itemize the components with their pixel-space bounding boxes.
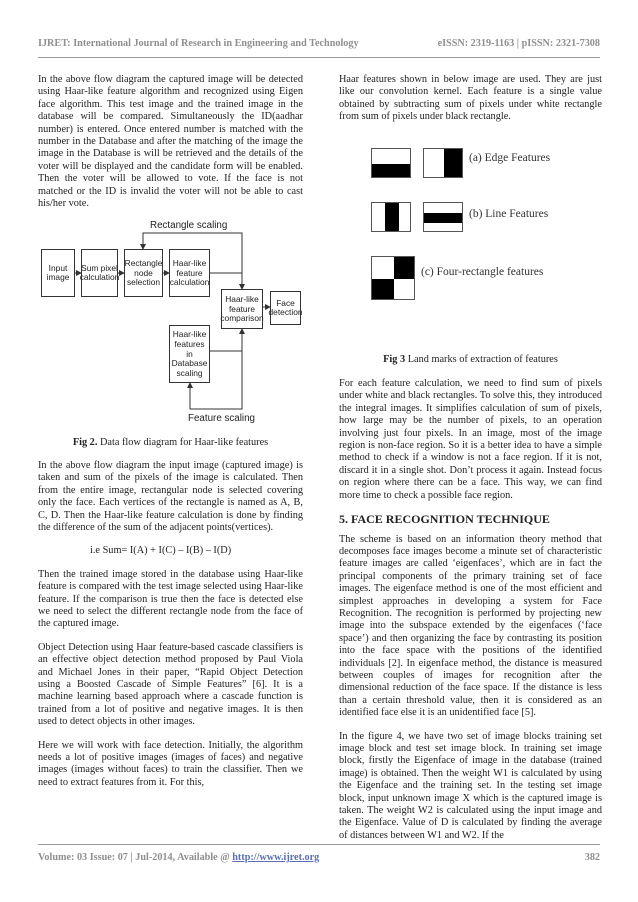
figure-2-flow-diagram — [38, 221, 303, 433]
left-paragraph-5: Here we will work with face detection. Initially, the algorithm needs a lot of positive images (images of faces) and negative images (images without faces) to train the classifier. Then we need to extract features from it. For this, — [38, 739, 303, 788]
edge-feature-vertical — [423, 148, 463, 178]
line-feature-vertical-black — [385, 203, 399, 232]
edge-features-label: (a) Edge Features — [469, 151, 551, 164]
left-paragraph-2: In the above flow diagram the input image (captured image) is taken and sum of the pixels of the image is calculated. Then from the entire image, rectangular node is selected covering only the face. Each vertices of the rectangle is named as A, B, C, D. Then the Haar-like feature calculation is done by finding the difference of the sum of the adjacent points(vertices). — [38, 459, 303, 533]
four-rectangle-black-bottom — [372, 279, 394, 300]
page-number: 382 — [584, 852, 600, 863]
left-paragraph-3: Then the trained image stored in the database using Haar-like feature is compared with the test image selected using Haar-like feature. If the comparison is true then the face is detected else we need to select the different rectangle node from the face of the captured image. — [38, 568, 303, 630]
left-column — [38, 74, 303, 800]
line-feature-vertical — [371, 202, 411, 232]
page-footer — [38, 852, 600, 866]
edge-feature-horizontal — [371, 148, 411, 178]
right-paragraph-1: Haar features shown in below image are used. They are just like our convolution kernel. Each feature is a single value obtained by subtracting sum of pixels under white rectangle from sum of pixels under black rectangle. — [339, 74, 602, 123]
section-heading: 5. FACE RECOGNITION TECHNIQUE — [339, 512, 550, 527]
volume-text: Volume: 03 Issue: 07 | Jul-2014, Available @ — [38, 852, 233, 863]
figure-3-caption — [339, 354, 602, 366]
journal-title: IJRET: International Journal of Research in Engineering and Technology — [38, 38, 359, 49]
issn-info: eISSN: 2319-1163 | pISSN: 2321-7308 — [437, 38, 600, 49]
header-rule — [38, 57, 600, 58]
rectangle-scaling-label: Rectangle scaling — [150, 220, 228, 232]
four-rectangle-label: (c) Four-rectangle features — [421, 265, 544, 278]
left-paragraph-4: Object Detection using Haar feature-based cascade classifiers is an effective object detection method proposed by Paul Viola and Michael Jones in their paper, “Rapid Object Detection using a Boosted Cascade of Simple Features” [6]. It is a machine learning based approach where a cascade function is trained from a lot of positive and negative images. It is then used to detect objects in other images. — [38, 641, 303, 728]
volume-info — [38, 852, 319, 863]
input-image-box: Input image — [41, 249, 75, 297]
journal-link[interactable]: http://www.ijret.org — [232, 852, 320, 863]
figure-3-haar-features — [339, 140, 602, 320]
right-column — [339, 74, 602, 853]
line-features-label: (b) Line Features — [469, 207, 549, 220]
edge-feature-horizontal-black — [372, 164, 411, 178]
figure-2-caption-label: Fig 2. — [72, 437, 98, 449]
line-feature-horizontal-black — [424, 213, 463, 223]
footer-rule — [38, 844, 600, 845]
page-header — [38, 38, 600, 52]
right-paragraph-2: For each feature calculation, we need to find sum of pixels under white and black rectangles. To solve this, they introduced the integral images. It simplifies calculation of sum of pixels, how large may be the number of pixels, to an operation involving just four pixels. In an image, most of the image region is non-face region. So it is a better idea to have a simple method to check if a window is not a face region. If it is not, discard it in a single shot. Don’t process it again. Instead focus on region where there can be a face. This way, we can find more time to check a possible face region. — [339, 378, 602, 501]
figure-3-caption-label: Fig 3 — [383, 353, 406, 365]
four-rectangle-feature — [371, 256, 415, 300]
face-detection-box: Face detection — [270, 291, 301, 325]
sum-pixel-box: Sum pixel calculation — [81, 249, 118, 297]
haar-comparison-box: Haar-like feature comparison — [221, 289, 263, 329]
four-rectangle-black-top — [394, 257, 415, 279]
figure-3-caption-text: Land marks of extraction of features — [405, 353, 558, 365]
right-paragraph-4: In the figure 4, we have two set of image blocks training set image block and test set image block. In training set image block, firstly the Eigenface of image in the database (trained image) is obtained. Then the weight W1 is calculated by using the Eigenface and the training set. In the testing set image block, input unknown image X which is the captured image is taken. The weight W2 is calculated using the input image and the Eigenface. Value of D is calculated by finding the average of distances between W1 and W2. If the — [339, 730, 602, 841]
line-feature-horizontal — [423, 202, 463, 232]
haar-calc-box: Haar-like feature calculation — [169, 249, 210, 297]
sum-formula: i.e Sum= I(A) + I(C) – I(B) – I(D) — [90, 545, 232, 557]
right-paragraph-3: The scheme is based on an information theory method that decomposes face images become a minute set of characteristic feature images are called ‘eigenfaces’, which are in fact the principal components of the primary training set of face images. The eigenface method is one of the most efficient and simplest approaches in developing a system for Face Recognition. The recognition is performed by projecting new image into the subspace extended by the eigenfaces (‘face space’) and then organizing the face by contrasting its position into the face space with the positions of the identified individuals [2]. In eigenface method, the distance is measured between couples of images for recognition after the dimensional reduction of the face space. If the distance is less than a certain threshold value, then it is considered as an identified face else it is an unidentified face [5]. — [339, 533, 602, 719]
rectangle-node-box: Rectangle node selection — [124, 249, 163, 297]
left-paragraph-1: In the above flow diagram the captured image will be detected using Haar-like feature algorithm and recognized using Eigen face algorithm. This test image and the trained image in the database will be compared. Simultaneously the ID(aadhar number) is entered. Once entered number is matched with the number in the Database and after the matching of the image the image in the Database is will be retrieved and the details of the voter will be displayed and the candidate form will be enabled. Then the voter will be allowed to vote. If the face is not matched or the ID is invalid the voter will not be able to cast his/her vote. — [38, 74, 303, 210]
edge-feature-vertical-black — [444, 149, 463, 178]
haar-database-box: Haar-like features in Database scaling — [169, 325, 210, 383]
figure-2-caption — [38, 437, 303, 449]
figure-2-caption-text: Data flow diagram for Haar-like features — [97, 437, 269, 449]
feature-scaling-label: Feature scaling — [188, 413, 255, 425]
